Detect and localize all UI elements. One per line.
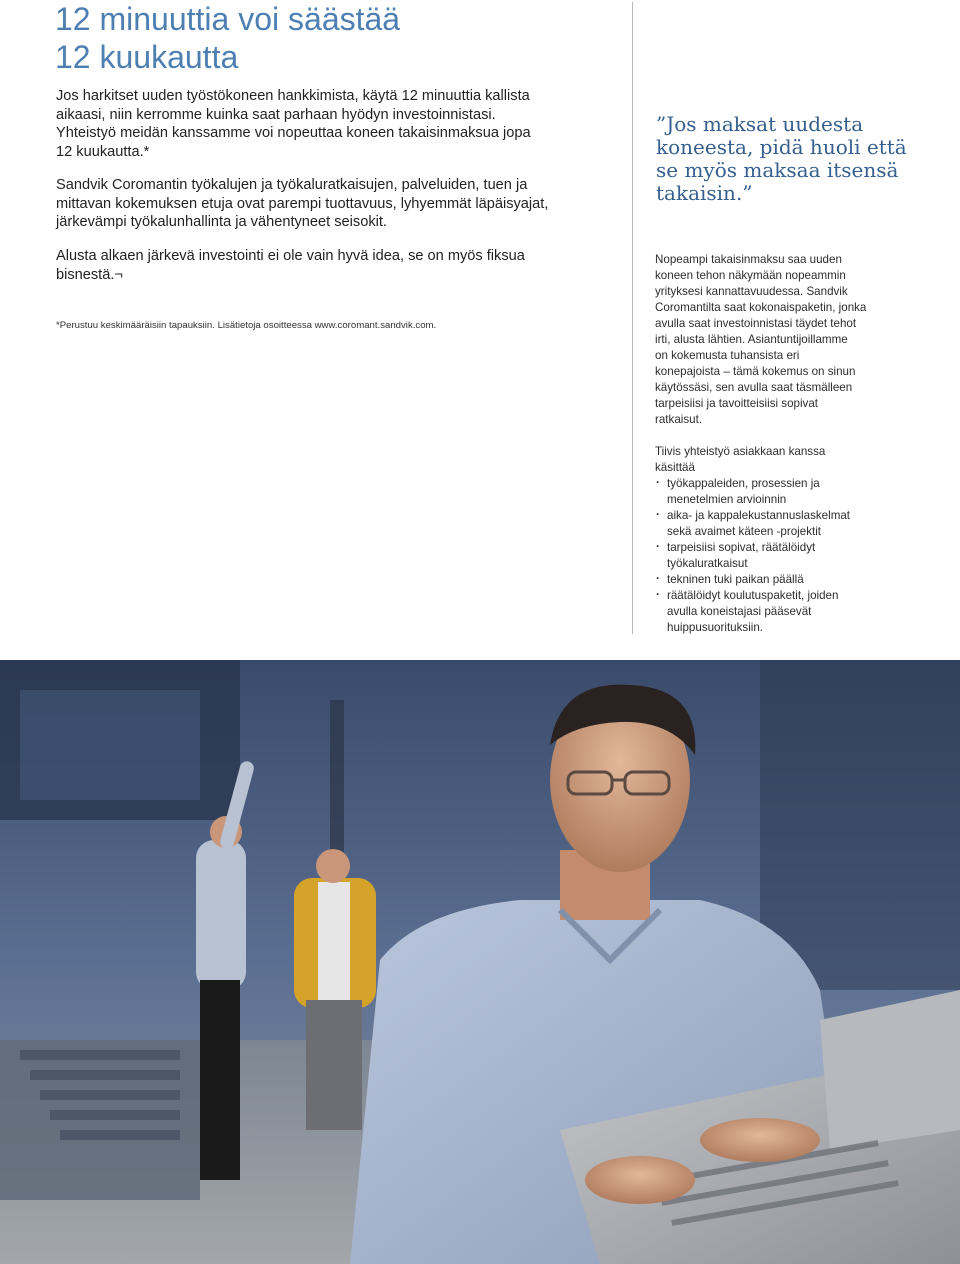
text-line: tarpeisiisi ja tavoitteisiisi sopivat — [655, 397, 819, 410]
text-line: on kokemusta tuhansista eri — [655, 349, 800, 362]
text-line: koneen tehon näkymään nopeammin — [655, 269, 846, 282]
text-line: konepajoista – tämä kokemus on sinun — [655, 365, 856, 378]
text-line: Alusta alkaen järkevä investointi ei ole vain hyvä idea, se on myös fiksua — [56, 248, 525, 264]
quote-line: takaisin.” — [656, 181, 753, 205]
text-line: mittavan kokemuksen etuja ovat parempi tuottavuus, lyhyemmät läpäisyajat, — [56, 195, 549, 212]
intro-paragraph-1 — [56, 87, 616, 161]
text-line: · tekninen tuki paikan päällä — [667, 573, 804, 586]
text-line: Sandvik Coromantin työkalujen ja työkaluratkaisujen, palveluiden, tuen ja — [56, 177, 528, 193]
text-line: Jos harkitset uuden työstökoneen hankkimista, käytä 12 minuuttia kallista — [56, 88, 530, 104]
photo-man-with-laptop — [0, 660, 960, 1264]
text-line: · aika- ja kappalekustannuslaskelmat — [667, 509, 851, 522]
text-line: huippusuorituksiin. — [667, 621, 764, 634]
text-line: Nopeampi takaisinmaksu saa uuden — [655, 253, 842, 266]
text-line: menetelmien arvioinnin — [667, 493, 787, 506]
benefit-list — [655, 476, 925, 636]
text-line: bisnestä.¬ — [56, 266, 123, 283]
text-line: · räätälöidyt koulutuspaketit, joiden — [667, 589, 839, 602]
text-line: sekä avaimet käteen -projektit — [667, 525, 822, 538]
text-line: · työkappaleiden, prosessien ja — [667, 477, 820, 490]
text-line: aikaasi, niin kerromme kuinka saat parhaan hyödyn investoinnistasi. — [56, 106, 496, 123]
list-item — [655, 508, 925, 540]
intro-paragraph-3 — [56, 247, 616, 284]
text-line: yrityksesi kannattavuudessa. Sandvik — [655, 285, 848, 298]
text-line: ratkaisut. — [655, 413, 703, 426]
text-line: irti, alusta lähtien. Asiantuntijoillamme — [655, 333, 848, 346]
text-line: avulla saat investoinnistasi täydet tehot — [655, 317, 857, 330]
page-title — [55, 0, 615, 76]
intro-paragraph-2 — [56, 176, 616, 232]
text-line: · tarpeisiisi sopivat, räätälöidyt — [667, 541, 816, 554]
list-item — [655, 476, 925, 508]
quote-line: ”Jos maksat uudesta — [656, 112, 864, 136]
text-line: Yhteistyö meidän kanssamme voi nopeuttaa koneen takaisinmaksua jopa — [56, 125, 531, 141]
list-item — [655, 588, 925, 636]
list-intro-line: Tiivis yhteistyö asiakkaan kanssa — [655, 445, 826, 458]
text-line: työkaluratkaisut — [667, 557, 748, 570]
sidebar-paragraph — [655, 252, 925, 428]
sidebar-list-section — [655, 444, 925, 636]
text-line: 12 kuukautta.* — [56, 143, 150, 160]
text-line: avulla koneistajasi pääsevät — [667, 605, 812, 618]
quote-line: se myös maksaa itsensä — [656, 158, 899, 182]
pull-quote — [656, 113, 936, 205]
text-line: käytössäsi, sen avulla saat täsmälleen — [655, 381, 853, 394]
footnote: *Perustuu keskimääräisiin tapauksiin. Lisätietoja osoitteessa www.coromant.sandvik.com. — [56, 320, 437, 331]
page-title-line-2: 12 kuukautta — [55, 39, 239, 75]
list-item — [655, 540, 925, 572]
photo-illustration — [0, 660, 960, 1264]
list-intro-line: käsittää — [655, 461, 695, 474]
page-title-line-1: 12 minuuttia voi säästää — [55, 1, 401, 37]
list-item — [655, 572, 925, 588]
text-line: Coromantilta saat kokonaispaketin, jonka — [655, 301, 867, 314]
text-line: järkevämpi työkalunhallinta ja vähentyneet seisokit. — [56, 214, 387, 230]
column-divider — [632, 2, 633, 634]
quote-line: koneesta, pidä huoli että — [656, 135, 907, 159]
